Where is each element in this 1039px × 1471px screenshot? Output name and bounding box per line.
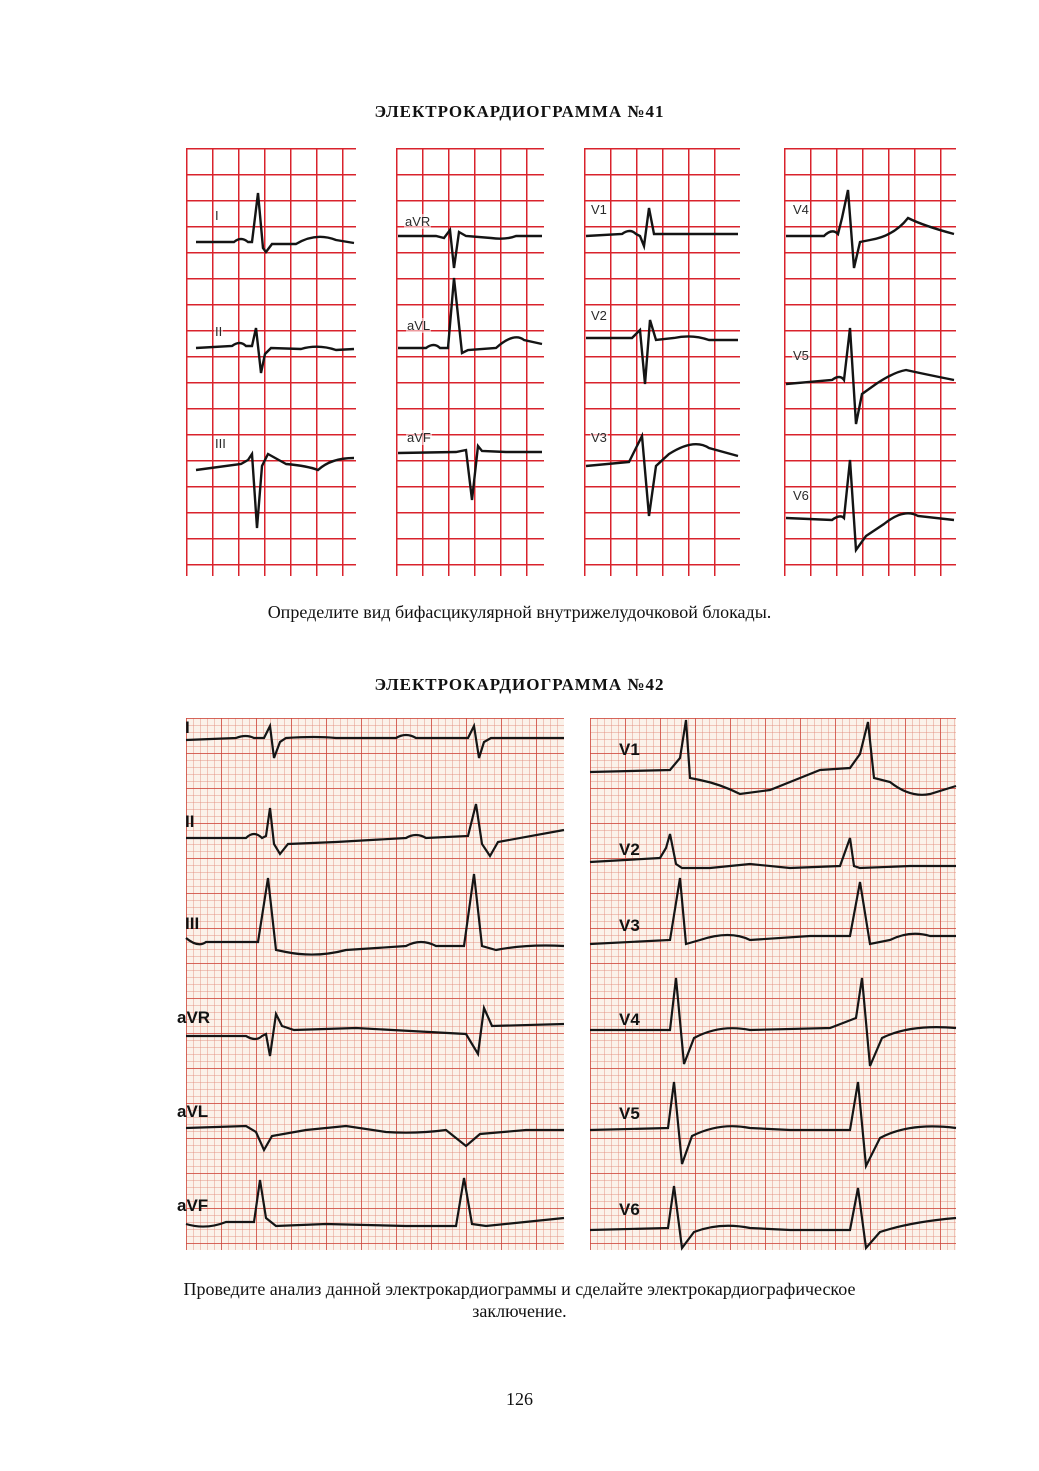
ecg41-trace-v1 [586, 208, 738, 246]
ecg41-trace-v4 [786, 190, 954, 268]
ecg41-lead-v6-label: V6 [793, 488, 809, 503]
ecg42-trace-v1 [590, 720, 956, 795]
ecg41-lead-v2-label: V2 [591, 308, 607, 323]
ecg41-lead-i-label: I [215, 208, 219, 223]
ecg42-trace-v2 [590, 834, 956, 868]
ecg42-lead-i-label: I [185, 718, 190, 737]
ecg41-trace-v3 [586, 436, 738, 516]
ecg41-traces-limb-1 [186, 148, 356, 576]
page-number: 126 [506, 1389, 533, 1409]
ecg41-trace-avf [398, 446, 542, 500]
ecg41-lead-avl-label: aVL [407, 318, 431, 333]
ecg41-task: Определите вид бифасцикулярной внутрижелудочковой блокады. [267, 602, 772, 622]
ecg42-traces-limb [186, 718, 564, 1250]
ecg42-trace-avr [186, 1008, 564, 1056]
ecg42-trace-v4 [590, 978, 956, 1066]
ecg41-lead-avr-label: aVR [405, 214, 431, 229]
ecg42-trace-v6 [590, 1186, 956, 1248]
ecg42-lead-v4-label: V4 [619, 1010, 640, 1029]
ecg41-lead-v1-label: V1 [591, 202, 607, 217]
ecg42-trace-v3 [590, 878, 956, 944]
ecg42-trace-ii [186, 804, 564, 856]
ecg41-lead-avf-label: aVF [407, 430, 431, 445]
ecg42-lead-avr-label: aVR [177, 1008, 211, 1027]
ecg42-task-line-2: заключение. [472, 1301, 567, 1321]
ecg42-lead-avf-label: aVF [177, 1196, 209, 1215]
ecg42-trace-avl [186, 1126, 564, 1150]
ecg41-trace-v6 [786, 460, 954, 550]
ecg42-lead-v6-label: V6 [619, 1200, 640, 1219]
ecg42-lead-v1-label: V1 [619, 740, 640, 759]
ecg41-traces-limb-2 [396, 148, 544, 576]
ecg42-limb-strip [177, 718, 564, 1250]
ecg42-task [0, 1278, 1039, 1322]
ecg41-lead-v3-label: V3 [591, 430, 607, 445]
ecg42-task-line-1: Проведите анализ данной электрокардиограммы и сделайте электрокардиографическое [183, 1279, 856, 1299]
ecg41-trace-i [196, 193, 354, 252]
ecg41-limb-strip-2 [396, 148, 544, 576]
ecg42-lead-ii-label: II [185, 812, 195, 831]
ecg41-trace-v2 [586, 320, 738, 384]
ecg42-lead-avl-label: aVL [177, 1102, 209, 1121]
ecg41-trace-iii [196, 454, 354, 528]
ecg41-chest-strip-1 [584, 148, 740, 576]
ecg42-trace-iii [186, 874, 564, 955]
ecg42-title: ЭЛЕКТРОКАРДИОГРАММА №42 [374, 675, 665, 694]
ecg41-lead-v4-label: V4 [793, 202, 809, 217]
ecg41-chest-strip-2 [784, 148, 956, 576]
ecg41-lead-ii-label: II [215, 324, 223, 339]
ecg42-trace-i [186, 726, 564, 758]
ecg42-trace-v5 [590, 1082, 956, 1166]
ecg42-trace-avf [186, 1178, 564, 1227]
ecg42-lead-iii-label: III [185, 914, 200, 933]
ecg42-chest-strip [590, 718, 956, 1250]
ecg41-lead-v5-label: V5 [793, 348, 809, 363]
ecg41-trace-v5 [786, 328, 954, 424]
ecg41-lead-iii-label: III [215, 436, 226, 451]
ecg42-lead-v5-label: V5 [619, 1104, 640, 1123]
ecg42-traces-chest [590, 718, 956, 1250]
ecg42-lead-v2-label: V2 [619, 840, 640, 859]
ecg41-limb-strip-1 [186, 148, 356, 576]
ecg41-trace-avr [398, 230, 542, 268]
ecg41-title: ЭЛЕКТРОКАРДИОГРАММА №41 [374, 102, 665, 121]
ecg42-lead-v3-label: V3 [619, 916, 640, 935]
ecg41-trace-avl [398, 278, 542, 353]
